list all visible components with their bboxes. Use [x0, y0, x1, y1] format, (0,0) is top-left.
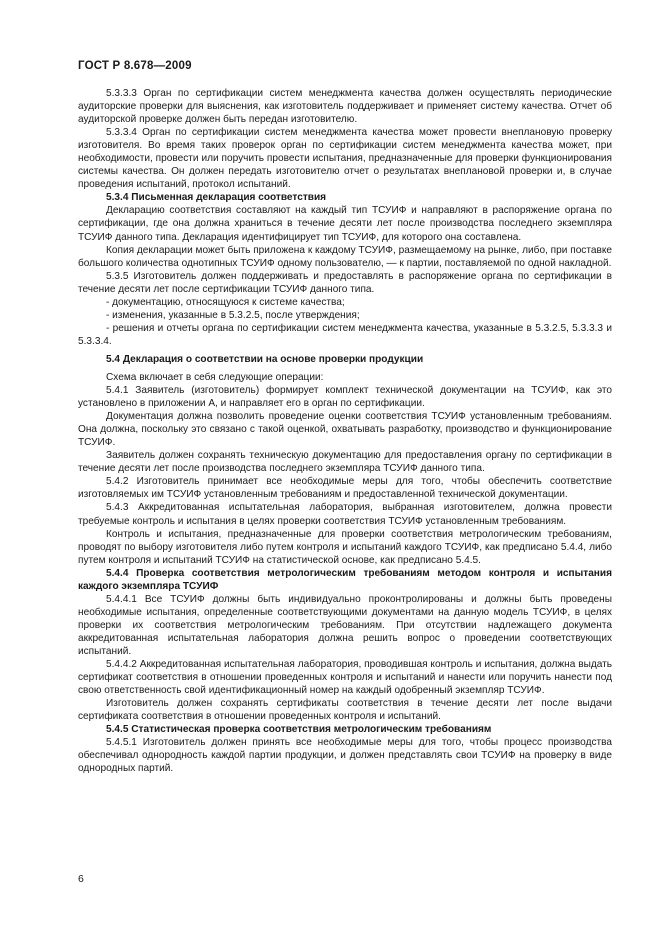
document-code: ГОСТ Р 8.678—2009: [78, 60, 192, 72]
paragraph-documentation: Документация должна позволить проведение оценки соответствия ТСУИФ установленным требованиям. Она должна, поскольку это связано с такой оценкой, охватывать разработку, производство и функционирование ТСУИФ.: [78, 411, 612, 449]
heading-5-3-4: 5.3.4 Письменная декларация соответствия: [106, 192, 327, 204]
heading-5-4: 5.4 Декларация о соответствии на основе проверки продукции: [106, 353, 424, 365]
paragraph-5-4-4-2: 5.4.4.2 Аккредитованная испытательная лаборатория, проводившая контроль и испытания, должна выдать сертификат соответствия в отношении проведенных контроля и испытаний и нанести или поручить нанести под свою ответственность свой идентификационный номер на каждый одобренный экземпляр ТСУИФ.: [78, 659, 612, 697]
list-item-changes: - изменения, указанные в 5.3.2.5, после утверждения;: [106, 309, 360, 321]
list-item-documentation: - документацию, относящуюся к системе качества;: [106, 296, 345, 308]
paragraph-5-3-5: 5.3.5 Изготовитель должен поддерживать и предоставлять в распоряжение органа по сертификации в течение десяти лет после сертификации ТСУИФ данного типа.: [78, 270, 612, 295]
paragraph-applicant: Заявитель должен сохранять техническую документацию для предоставления органу по сертификации в течение десяти лет после производства последнего экземпляра ТСУИФ данного типа.: [78, 450, 612, 475]
paragraph-5-4-3: 5.4.3 Аккредитованная испытательная лаборатория, выбранная изготовителем, должна провести требуемые контроль и испытания в целях проверки соответствия ТСУИФ установленным требованиям.: [78, 502, 612, 527]
list-item-decisions: - решения и отчеты органа по сертификации систем менеджмента качества, указанные в 5.3.2.5, 5.3.3.3 и 5.3.3.4.: [78, 322, 612, 347]
heading-5-4-4: 5.4.4 Проверка соответствия метрологическим требованиям методом контроля и испытания каждого экземпляра ТСУИФ: [78, 567, 612, 592]
paragraph-declaration: Декларацию соответствия составляют на каждый тип ТСУИФ и направляют в распоряжение органа по сертификации, где она должна храниться в течение десяти лет после производства последнего экземпляра ТСУИФ данного типа. Декларация идентифицирует тип ТСУИФ, для которого она составлена.: [78, 205, 612, 243]
document-body: [78, 87, 612, 775]
paragraph-5-4-2: 5.4.2 Изготовитель принимает все необходимые меры для того, чтобы обеспечить соответствие изготовляемых им ТСУИФ установленным требованиям и предоставленной технической документации.: [78, 476, 612, 501]
paragraph-declaration-copy: Копия декларации может быть приложена к каждому ТСУИФ, размещаемому на рынке, либо, при поставке большого количества однотипных ТСУИФ одному пользователю, — к партии, поставляемой по одной накладной.: [78, 244, 612, 269]
paragraph-5-3-3-3: 5.3.3.3 Орган по сертификации систем менеджмента качества должен осуществлять периодические аудиторские проверки для выяснения, как изготовитель поддерживает и применяет систему качества. Отчет об аудиторской проверке должен быть передан изготовителю.: [78, 88, 612, 126]
paragraph-5-4-4-1: 5.4.4.1 Все ТСУИФ должны быть индивидуально проконтролированы и должны быть проведены необходимые испытания, определенные соответствующими документами на данную модель ТСУИФ, в целях проверки их соответствия метрологическим требованиям. При отсутствии надлежащего документа аккредитованная испытательная лаборатория должна решить вопрос о проведении соответствующих испытаний.: [78, 593, 612, 657]
heading-5-4-5: 5.4.5 Статистическая проверка соответствия метрологическим требованиям: [106, 724, 492, 736]
page-number: 6: [78, 873, 84, 885]
paragraph-certificates: Изготовитель должен сохранять сертификаты соответствия в течение десяти лет после выдачи сертификата соответствия в отношении проведенных контроля и испытаний.: [78, 698, 612, 723]
paragraph-5-4-5-1: 5.4.5.1 Изготовитель должен принять все необходимые меры для того, чтобы процесс производства обеспечивал однородность каждой партии продукции, и должен представлять свои ТСУИФ на проверку в виде однородных партий.: [78, 737, 612, 775]
paragraph-scheme: Схема включает в себя следующие операции:: [106, 371, 324, 383]
paragraph-5-3-3-4: 5.3.3.4 Орган по сертификации систем менеджмента качества может провести внеплановую проверку изготовителя. Во время таких проверок орган по сертификации систем менеджмента качества может, при необходимости, провести или поручить провести испытания, предназначенные для проверки функционирования системы качества. Он должен передать изготовителю отчет о результатах внеплановой проверки и, в случае проведения испытаний, протокол испытаний.: [78, 127, 612, 191]
paragraph-control-tests: Контроль и испытания, предназначенные для проверки соответствия метрологическим требованиям, проводят по выбору изготовителя либо путем контроля и испытаний каждого ТСУИФ, как предписано 5.4.4, либо путем контроля и испытаний ТСУИФ на статистической основе, как предписано 5.4.5.: [78, 528, 612, 566]
paragraph-5-4-1: 5.4.1 Заявитель (изготовитель) формирует комплект технической документации на ТСУИФ, как это установлено в приложении А, и направляет его в орган по сертификации.: [78, 385, 612, 410]
